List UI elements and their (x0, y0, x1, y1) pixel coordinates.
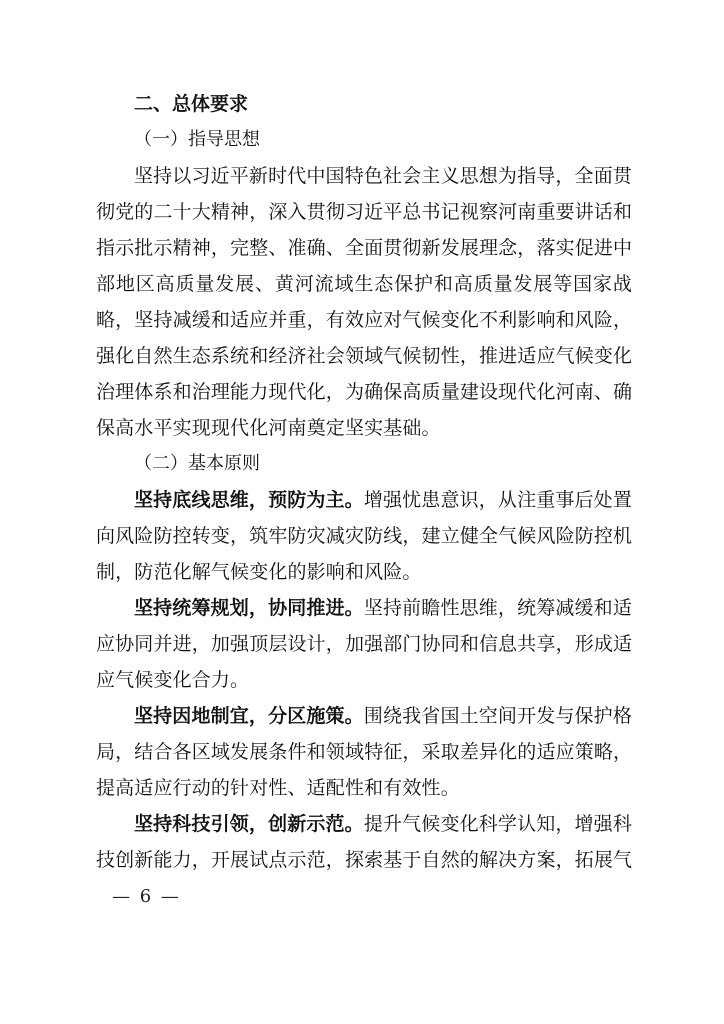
principle-first-line (96, 590, 632, 626)
paragraph-line: 技创新能力，开展试点示范，探索基于自然的解决方案，拓展气 (96, 849, 633, 871)
paragraph-line: 彻党的二十大精神，深入贯彻习近平总书记视察河南重要讲话和 (96, 201, 633, 223)
principle-lead: 坚持底线思维，预防为主。 (134, 489, 364, 511)
paragraph-line: 坚持以习近平新时代中国特色社会主义思想为指导，全面贯 (134, 165, 632, 187)
principle-text: 提升气候变化科学认知，增强科 (363, 813, 632, 835)
principle-first-line (96, 698, 632, 734)
principle-first-line (96, 806, 632, 842)
principle-lead: 坚持因地制宜，分区施策。 (134, 705, 364, 727)
principle-lead: 坚持统筹规划，协同推进。 (134, 597, 364, 619)
guiding-ideology-paragraph (96, 158, 632, 446)
paragraph-line: 向风险防控转变，筑牢防灾减灾防线，建立健全气候风险防控机 (96, 525, 633, 547)
principle-text: 坚持前瞻性思维，统筹减缓和适 (363, 597, 632, 619)
paragraph-line: 提高适应行动的针对性、适配性和有效性。 (96, 777, 460, 799)
paragraph-line: 制，防范化解气候变化的影响和风险。 (96, 561, 422, 583)
paragraph-line: 保高水平实现现代化河南奠定坚实基础。 (96, 417, 441, 439)
principle-text: 增强忧患意识，从注重事后处置 (363, 489, 632, 511)
paragraph-line: 强化自然生态系统和经济社会领域气候韧性，推进适应气候变化 (96, 345, 633, 367)
principle-coordination (96, 590, 632, 698)
subsection-heading-guiding-ideology: （一）指导思想 (134, 129, 260, 150)
principle-local-conditions (96, 698, 632, 806)
page-number: — 6 — (112, 886, 181, 907)
paragraph-line: 局，结合各区域发展条件和领域特征，采取差异化的适应策略， (96, 741, 633, 763)
principle-innovation (96, 806, 632, 878)
paragraph-line: 治理体系和治理能力现代化，为确保高质量建设现代化河南、确 (96, 381, 633, 403)
paragraph-line: 略，坚持减缓和适应并重，有效应对气候变化不利影响和风险， (96, 309, 633, 331)
principle-first-line (96, 482, 632, 518)
subsection-heading-basic-principles: （二）基本原则 (134, 453, 260, 474)
principle-text: 围绕我省国土空间开发与保护格 (363, 705, 632, 727)
principle-bottom-line (96, 482, 632, 590)
paragraph-line: 应协同并进，加强顶层设计，加强部门协同和信息共享，形成适 (96, 633, 633, 655)
paragraph-line: 指示批示精神，完整、准确、全面贯彻新发展理念，落实促进中 (96, 237, 633, 259)
paragraph-line: 部地区高质量发展、黄河流域生态保护和高质量发展等国家战 (96, 273, 632, 295)
paragraph-line: 应气候变化合力。 (96, 669, 250, 691)
principle-lead: 坚持科技引领，创新示范。 (134, 813, 364, 835)
section-heading: 二、总体要求 (134, 93, 249, 115)
document-page (96, 86, 632, 878)
